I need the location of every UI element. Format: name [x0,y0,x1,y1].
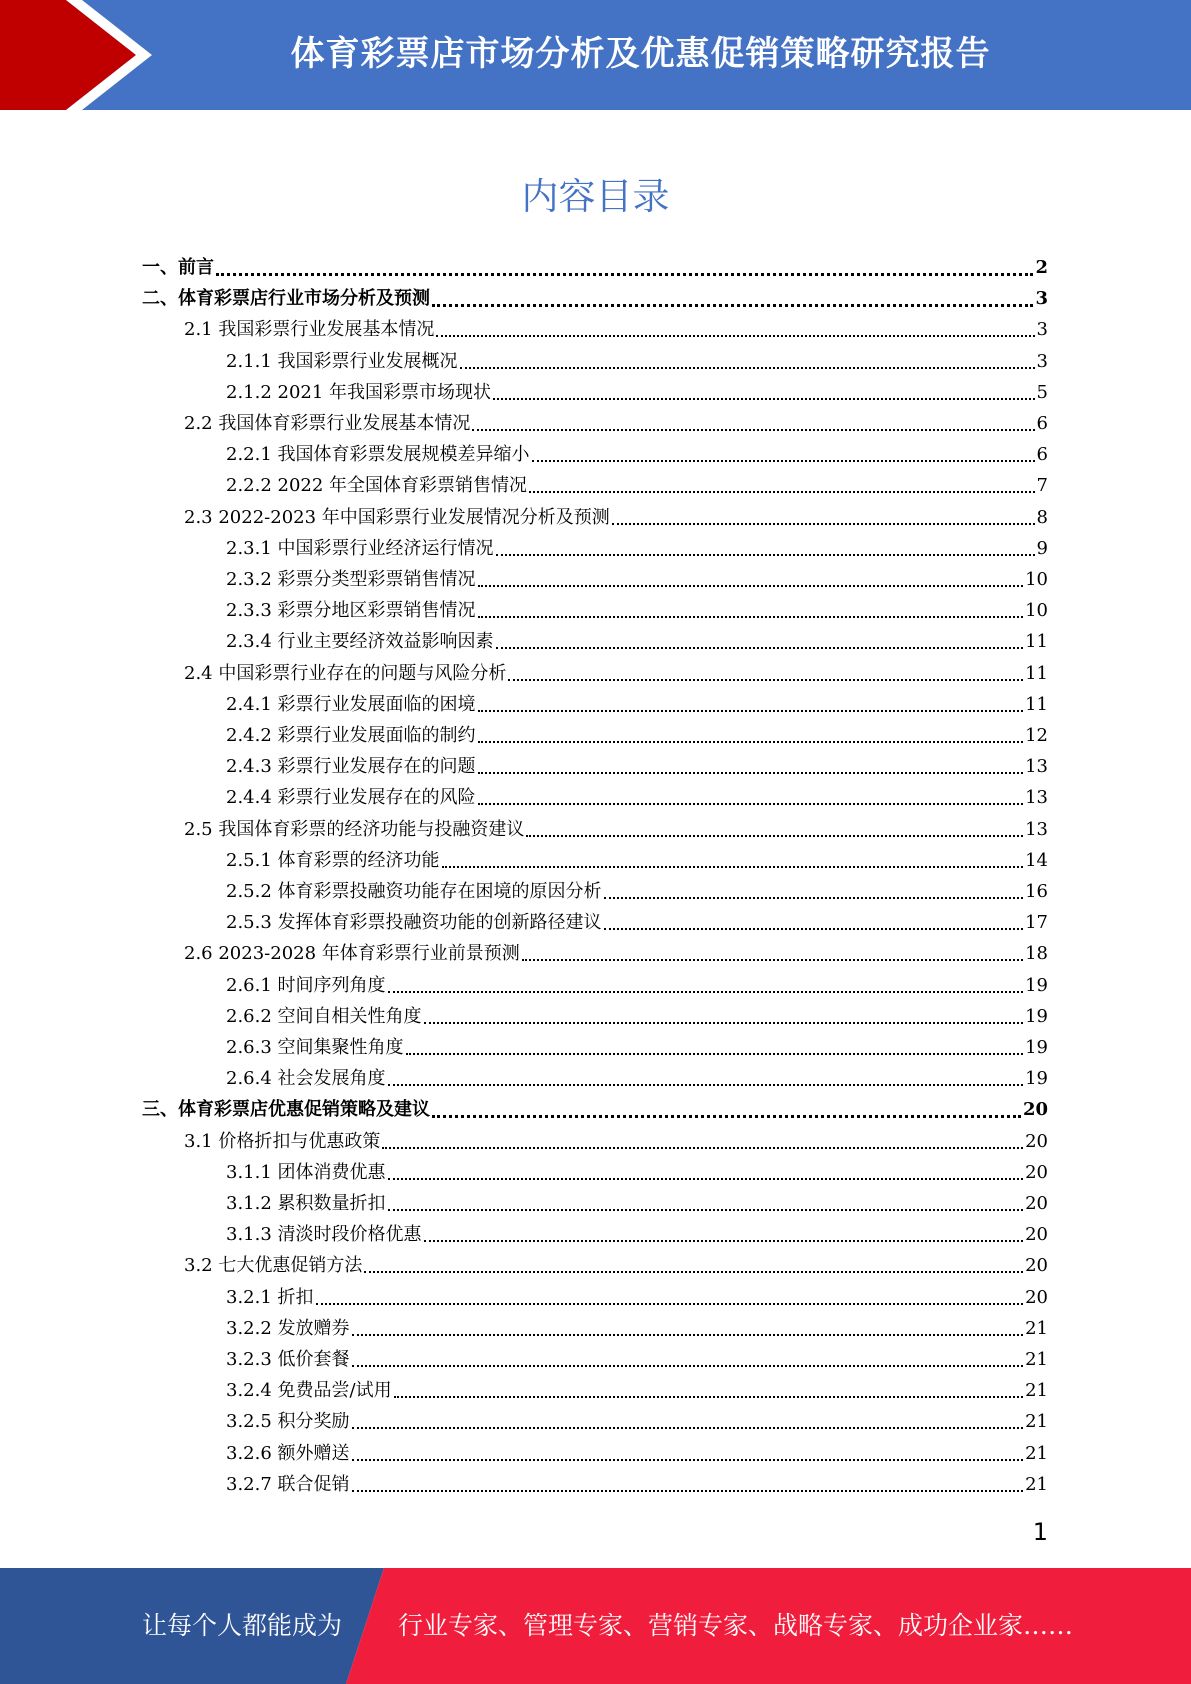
toc-entry-label: 2.1.2 2021 年我国彩票市场现状 [226,382,492,403]
dot-leader [478,584,1024,587]
toc-entry[interactable] [184,502,1048,533]
dot-leader [460,366,1035,369]
toc-entry-page: 20 [1025,1255,1048,1276]
dot-leader [388,1177,1024,1180]
toc-entry-label: 2.5.1 体育彩票的经济功能 [226,850,440,871]
dot-leader [394,1395,1024,1398]
toc-entry-page: 9 [1036,538,1048,559]
toc-entry-label: 3.2.6 额外赠送 [226,1443,350,1464]
toc-entry-page: 19 [1025,1037,1048,1058]
toc-entry-label: 2.3 2022-2023 年中国彩票行业发展情况分析及预测 [184,507,610,528]
toc-entry[interactable] [226,1438,1048,1469]
toc-entry-label: 3.2.5 积分奖励 [226,1411,350,1432]
toc-entry-page: 21 [1025,1318,1048,1339]
toc-entry[interactable] [226,346,1048,377]
toc-entry[interactable] [184,314,1048,345]
dot-leader [478,740,1024,743]
toc-entry[interactable] [226,720,1048,751]
dot-leader [316,1302,1024,1305]
footer-slogan-right: 行业专家、管理专家、营销专家、战略专家、成功企业家…… [398,1611,1074,1640]
toc-entry[interactable] [226,1344,1048,1375]
toc-entry[interactable] [226,970,1048,1001]
toc-entry-page: 19 [1025,1006,1048,1027]
dot-leader [472,428,1034,431]
toc-entry[interactable] [184,1250,1048,1281]
toc-entry[interactable] [226,1406,1048,1437]
dot-leader [388,1208,1024,1211]
toc-entry-page: 3 [1036,319,1048,340]
dot-leader [352,1489,1024,1492]
toc-entry-label: 3.1.2 累积数量折扣 [226,1193,386,1214]
toc-entry[interactable] [226,1063,1048,1094]
dot-leader [406,1052,1024,1055]
toc-entry-page: 8 [1036,507,1048,528]
toc-entry[interactable] [142,252,1048,283]
toc-entry-label: 2.5 我国体育彩票的经济功能与投融资建议 [184,819,525,840]
toc-entry[interactable] [226,626,1048,657]
dot-leader [478,802,1024,805]
toc-entry-page: 20 [1025,1287,1048,1308]
toc-entry-page: 21 [1025,1349,1048,1370]
dot-leader [424,1021,1024,1024]
toc-entry-label: 3.2.4 免费品尝/试用 [226,1380,392,1401]
toc-entry-page: 19 [1025,1068,1048,1089]
toc-entry-label: 3.1.1 团体消费优惠 [226,1162,386,1183]
toc-entry[interactable] [184,408,1048,439]
toc-entry-page: 11 [1025,663,1048,684]
toc-entry-page: 12 [1025,725,1048,746]
toc-entry[interactable] [226,1282,1048,1313]
dot-leader [604,896,1024,899]
toc-entry[interactable] [226,439,1048,470]
toc-entry-label: 2.5.2 体育彩票投融资功能存在困境的原因分析 [226,881,602,902]
dot-leader [216,272,1033,276]
dot-leader [388,990,1024,993]
page-number: 1 [1032,1518,1048,1546]
toc-entry-page: 13 [1025,787,1048,808]
toc-entry-label: 2.2.2 2022 年全国体育彩票销售情况 [226,475,528,496]
dot-leader [508,678,1023,681]
toc-entry-page: 7 [1036,475,1048,496]
toc-entry-label: 3.2.7 联合促销 [226,1474,350,1495]
toc-heading: 内容目录 [521,175,670,218]
toc-entry-page: 3 [1035,288,1048,309]
toc-entry-label: 2.5.3 发挥体育彩票投融资功能的创新路径建议 [226,912,602,933]
dot-leader [364,1270,1023,1273]
toc-entry-label: 2.2 我国体育彩票行业发展基本情况 [184,413,471,434]
dot-leader [478,709,1024,712]
dot-leader [493,397,1034,400]
red-chevron-decoration [0,0,160,110]
toc-entry-page: 6 [1036,413,1048,434]
dot-leader [352,1364,1024,1367]
toc-entry-page: 2 [1035,257,1048,278]
header-banner [0,0,1191,110]
dot-leader [532,459,1035,462]
toc-entry-label: 2.4.3 彩票行业发展存在的问题 [226,756,476,777]
toc-entry-label: 3.1 价格折扣与优惠政策 [184,1131,381,1152]
toc-entry[interactable] [184,938,1048,969]
toc-entry[interactable] [226,533,1048,564]
toc-entry-label: 2.1 我国彩票行业发展基本情况 [184,319,435,340]
dot-leader [436,334,1034,337]
dot-leader [478,771,1024,774]
toc-entry[interactable] [226,845,1048,876]
toc-entry-label: 3.2.3 低价套餐 [226,1349,350,1370]
dot-leader [529,490,1034,493]
dot-leader [526,834,1023,837]
toc-entry-page: 16 [1025,881,1048,902]
toc-entry-page: 20 [1025,1193,1048,1214]
toc-entry[interactable] [226,1469,1048,1500]
dot-leader [352,1333,1024,1336]
toc-entry-label: 2.3.4 行业主要经济效益影响因素 [226,631,494,652]
toc-entry-label: 2.3.1 中国彩票行业经济运行情况 [226,538,494,559]
toc-entry[interactable] [226,782,1048,813]
toc-entry[interactable] [226,1375,1048,1406]
toc-entry-label: 2.6.3 空间集聚性角度 [226,1037,404,1058]
toc-entry-label: 2.4 中国彩票行业存在的问题与风险分析 [184,663,507,684]
footer-banner [0,1568,1191,1684]
toc-entry-label: 二、体育彩票店行业市场分析及预测 [142,288,430,309]
toc-entry[interactable] [226,1219,1048,1250]
dot-leader [432,1114,1021,1118]
toc-entry-page: 21 [1025,1443,1048,1464]
toc-entry-page: 20 [1025,1162,1048,1183]
dot-leader [388,1083,1024,1086]
toc-entry-label: 2.3.2 彩票分类型彩票销售情况 [226,569,476,590]
toc-entry-page: 13 [1025,819,1048,840]
toc-entry[interactable] [142,1094,1048,1125]
dot-leader [432,303,1033,307]
toc-entry-page: 10 [1025,600,1048,621]
toc-entry-page: 14 [1025,850,1048,871]
footer-slogan-left: 让每个人都能成为 [142,1611,343,1640]
toc-entry-page: 21 [1025,1474,1048,1495]
toc-entry-label: 3.1.3 清淡时段价格优惠 [226,1224,422,1245]
toc-entry-label: 2.1.1 我国彩票行业发展概况 [226,351,458,372]
toc-entry-label: 2.6.1 时间序列角度 [226,975,386,996]
toc-entry-page: 5 [1036,382,1048,403]
dot-leader [522,958,1023,961]
toc-entry[interactable] [226,1032,1048,1063]
toc-entry[interactable] [226,751,1048,782]
toc-entry[interactable] [184,658,1048,689]
dot-leader [604,927,1024,930]
toc-entry-label: 2.6.4 社会发展角度 [226,1068,386,1089]
toc-entry-label: 3.2.1 折扣 [226,1287,314,1308]
toc-entry-page: 21 [1025,1411,1048,1432]
toc-entry[interactable] [226,564,1048,595]
toc-entry[interactable] [226,876,1048,907]
dot-leader [478,615,1024,618]
toc-entry[interactable] [142,283,1048,314]
toc-entry[interactable] [226,1313,1048,1344]
toc-entry[interactable] [226,470,1048,501]
toc-entry-page: 21 [1025,1380,1048,1401]
toc-entry-label: 2.6.2 空间自相关性角度 [226,1006,422,1027]
toc-entry-page: 6 [1036,444,1048,465]
toc-entry-label: 一、前言 [142,257,214,278]
dot-leader [352,1458,1024,1461]
toc-entry-label: 2.2.1 我国体育彩票发展规模差异缩小 [226,444,530,465]
toc-entry-page: 10 [1025,569,1048,590]
toc-entry[interactable] [226,1157,1048,1188]
toc-entry-label: 2.4.2 彩票行业发展面临的制约 [226,725,476,746]
dot-leader [352,1426,1024,1429]
toc-entry-page: 17 [1025,912,1048,933]
dot-leader [496,553,1035,556]
toc-entry-page: 11 [1025,631,1048,652]
toc-entry-page: 13 [1025,756,1048,777]
toc-entry[interactable] [226,595,1048,626]
dot-leader [496,646,1024,649]
toc-entry-page: 20 [1025,1224,1048,1245]
toc-entry-label: 2.6 2023-2028 年体育彩票行业前景预测 [184,943,520,964]
toc-entry[interactable] [184,1126,1048,1157]
toc-entry-label: 2.4.4 彩票行业发展存在的风险 [226,787,476,808]
toc-entry-page: 18 [1025,943,1048,964]
toc-entry-label: 2.3.3 彩票分地区彩票销售情况 [226,600,476,621]
toc-entry[interactable] [226,1001,1048,1032]
toc-entry[interactable] [226,907,1048,938]
toc-entry-label: 3.2.2 发放赠券 [226,1318,350,1339]
toc-entry-page: 3 [1036,351,1048,372]
report-title: 体育彩票店市场分析及优惠促销策略研究报告 [290,34,991,74]
dot-leader [382,1146,1023,1149]
toc-entry[interactable] [226,377,1048,408]
dot-leader [612,522,1035,525]
toc-entry[interactable] [184,814,1048,845]
toc-entry-label: 3.2 七大优惠促销方法 [184,1255,363,1276]
toc-entry-label: 三、体育彩票店优惠促销策略及建议 [142,1099,430,1120]
toc-entry-page: 20 [1025,1131,1048,1152]
dot-leader [442,865,1024,868]
toc-entry-page: 19 [1025,975,1048,996]
toc-entry[interactable] [226,689,1048,720]
dot-leader [424,1239,1024,1242]
toc-entry-page: 20 [1022,1099,1048,1120]
toc-entry-label: 2.4.1 彩票行业发展面临的困境 [226,694,476,715]
toc-entry[interactable] [226,1188,1048,1219]
toc-entry-page: 11 [1025,694,1048,715]
